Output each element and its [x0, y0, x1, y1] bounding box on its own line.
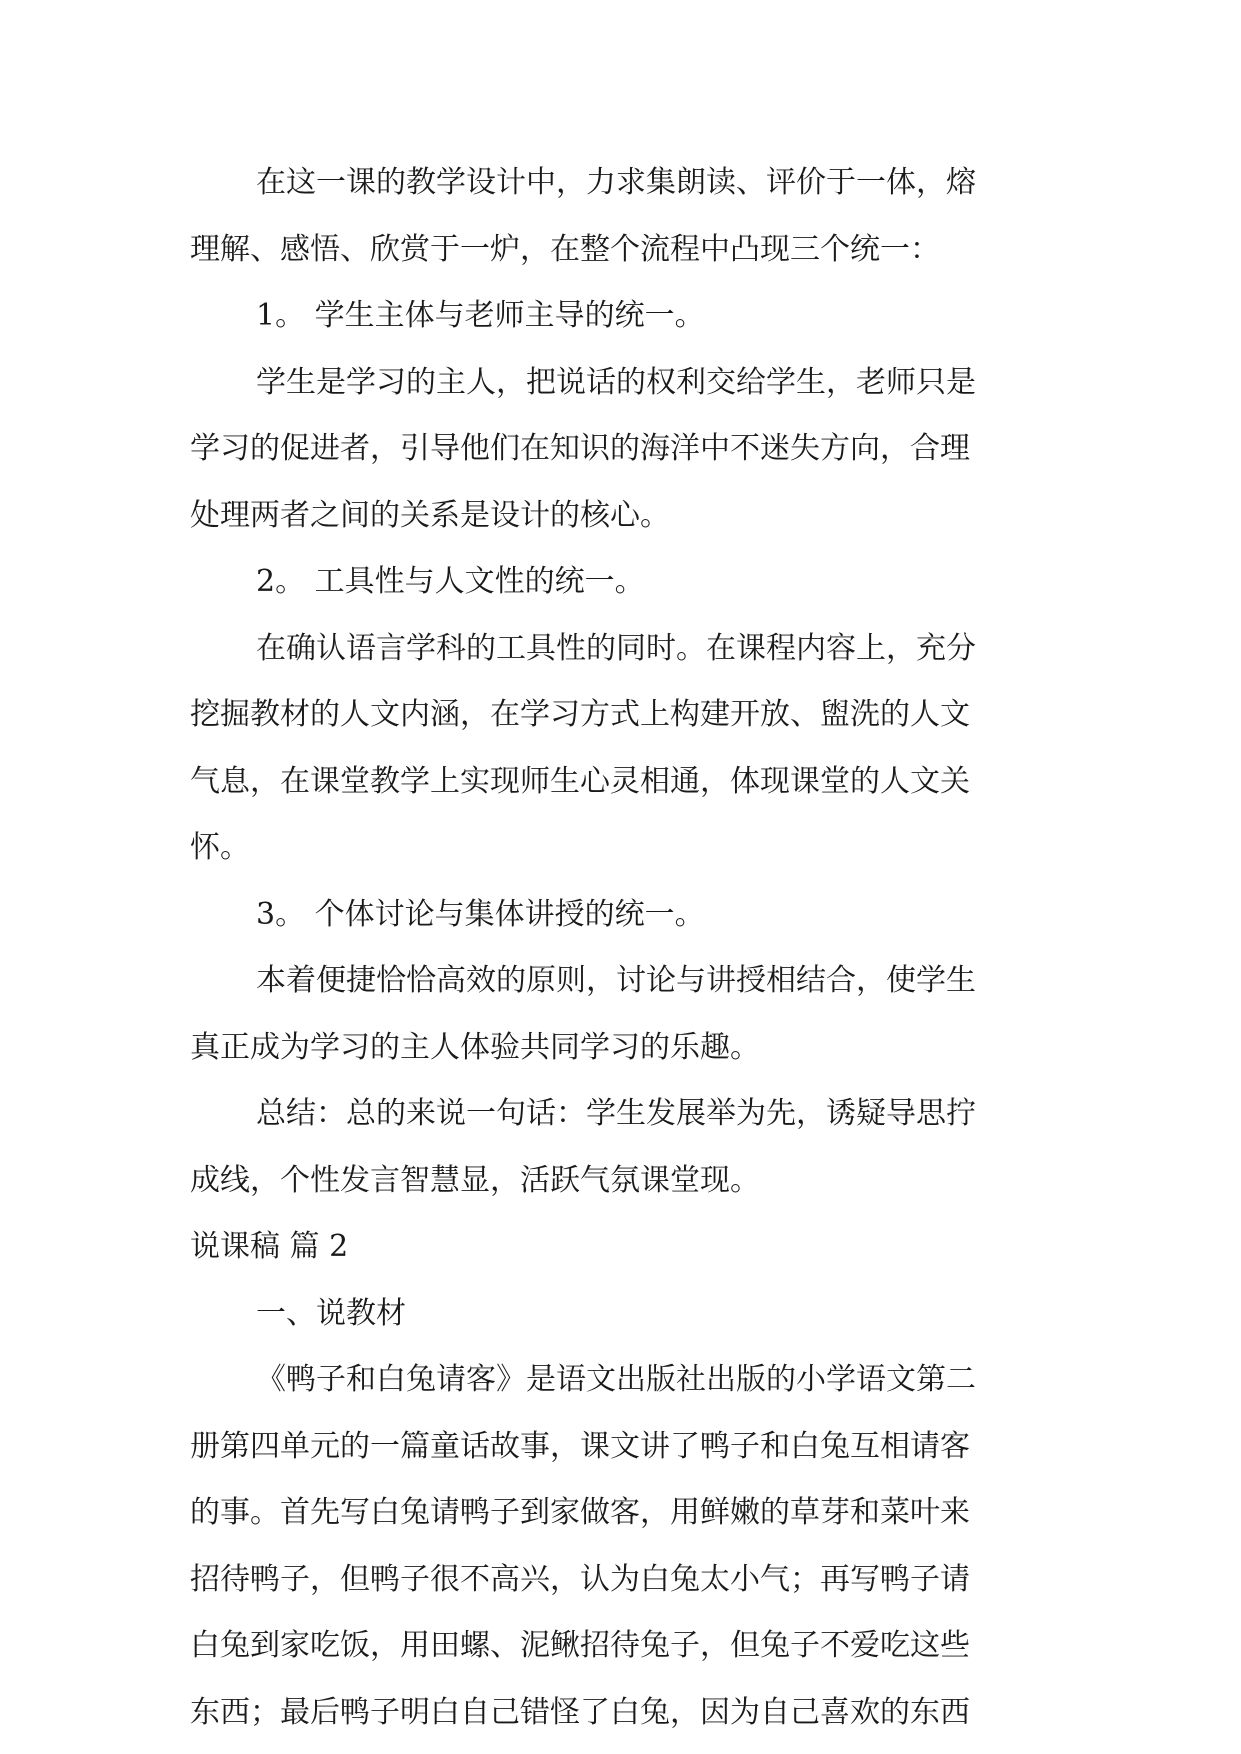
list-heading-2: 2。 工具性与人文性的统一。 [256, 564, 645, 599]
text-line-24: 东西；最后鸭子明白自己错怪了白兔，因为自己喜欢的东西 [190, 1694, 970, 1730]
summary-line-2: 成线，个性发言智慧显，活跃气氛课堂现。 [190, 1162, 760, 1198]
list-heading-3: 3。 个体讨论与集体讲授的统一。 [256, 896, 705, 932]
text-line-19: 《鸭子和白兔请客》是语文出版社出版的小学语文第二 [256, 1362, 976, 1397]
text-line-2: 理解、感悟、欣赏于一炉，在整个流程中凸现三个统一： [190, 231, 940, 267]
text-line-4: 学生是学习的主人，把说话的权利交给学生，老师只是 [256, 364, 976, 400]
text-line-5: 学习的促进者，引导他们在知识的海洋中不迷失方向，合理 [190, 431, 970, 466]
summary-line-1: 总结：总的来说一句话：学生发展举为先，诱疑导思拧 [256, 1096, 976, 1131]
list-heading-1: 1。 学生主体与老师主导的统一。 [256, 298, 705, 333]
text-line-11: 怀。 [190, 830, 250, 865]
text-line-9: 挖掘教材的人文内涵，在学习方式上构建开放、盥洗的人文 [190, 697, 970, 732]
text-line-13: 本着便捷恰恰高效的原则，讨论与讲授相结合，使学生 [256, 963, 976, 998]
text-line-20: 册第四单元的一篇童话故事，课文讲了鸭子和白兔互相请客 [190, 1428, 970, 1464]
text-line-22: 招待鸭子，但鸭子很不高兴，认为白兔太小气；再写鸭子请 [190, 1561, 970, 1597]
subsection-heading: 一、说教材 [256, 1295, 406, 1331]
text-line-8: 在确认语言学科的工具性的同时。在课程内容上，充分 [256, 630, 976, 666]
text-line-21: 的事。首先写白兔请鸭子到家做客，用鲜嫩的草芽和菜叶来 [190, 1495, 970, 1530]
text-line-10: 气息，在课堂教学上实现师生心灵相通，体现课堂的人文关 [190, 763, 970, 799]
text-line-14: 真正成为学习的主人体验共同学习的乐趣。 [190, 1029, 760, 1065]
text-line-6: 处理两者之间的关系是设计的核心。 [190, 497, 670, 533]
text-line-23: 白兔到家吃饭，用田螺、泥鳅招待兔子，但兔子不爱吃这些 [190, 1628, 970, 1663]
document-page [190, 150, 1070, 1746]
text-line-1: 在这一课的教学设计中，力求集朗读、评价于一体，熔 [256, 165, 976, 200]
section-title: 说课稿 篇 2 [190, 1229, 349, 1264]
